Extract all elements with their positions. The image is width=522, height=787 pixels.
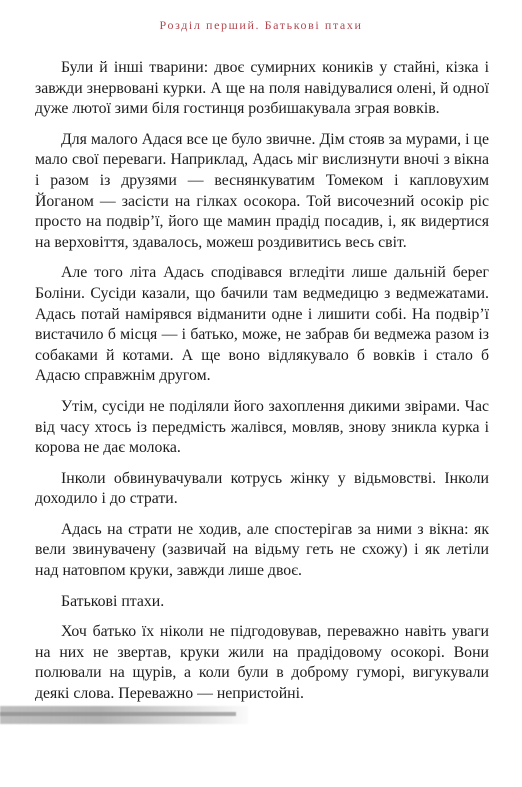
scan-artifact-line	[0, 712, 236, 716]
body-text	[35, 58, 489, 711]
paragraph: Батькові птахи.	[61, 592, 165, 610]
running-header: Розділ перший. Батькові птахи	[159, 18, 363, 32]
paragraph: Але того літа Адась сподівався вгледіти лише дальній берег Боліни. Сусіди казали, що бачили там ведмедицю з ведмежатами. Адась потай намірявся відманити одне і лишити собі. На подвір’ї вистачило б місця — і батько, може, не забрав би ведмежа разом із собаками й котами. А ще воно відлякувало б вовків і стало б Адасю справжнім другом.	[35, 264, 489, 385]
paragraph: Інколи обвинувачували котрусь жінку у відьмовстві. Інколи доходило і до страти.	[35, 469, 489, 508]
paragraph: Були й інші тварини: двоє сумирних коників у стайні, кізка і завжди знервовані курки. А ще на поля навідувалися олені, й одної дуже лютої зими біля гостинця розбишакувала зграя вовків.	[35, 59, 489, 118]
paragraph: Утім, сусіди не поділяли його захоплення дикими звірами. Час від часу хтось із передмість жалівся, мовляв, знову зникла курка і корова не дає молока.	[35, 397, 489, 457]
paragraph: Адась на страти не ходив, але спостерігав за ними з вікна: як вели звинувачену (зазвичай на відьму геть не схожу) і як летіли над натовпом круки, завжди лише двоє.	[35, 520, 489, 580]
paragraph: Для малого Адася все це було звичне. Дім стояв за мурами, і це мало свої переваги. Наприклад, Адась міг вислизнути вночі з вікна і разом із друзями — веснянкуватим Томеком і капловухим Йоганом — засісти на гілках осокора. Той височезний осокір ріс просто на подвір’ї, його ще мамин прадід посадив, і, як видертися на верховіття, здавалось, можеш роздивитись весь світ.	[35, 130, 489, 251]
paragraph: Хоч батько їх ніколи не підгодовував, переважно навіть уваги на них не звертав, круки жили на прадідовому осокорі. Вони полювали на щурів, а коли були в доброму гуморі, вигукували деякі слова. Переважно — непристойні.	[35, 623, 489, 703]
